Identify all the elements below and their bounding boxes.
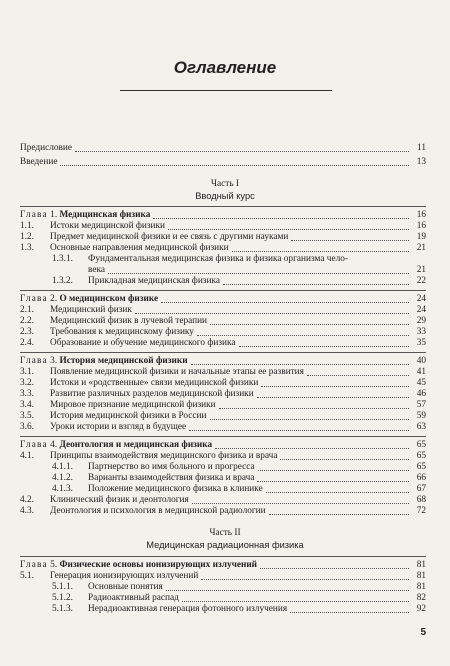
chapter-label: 3.: [50, 356, 58, 366]
entry-number: 1.2.: [20, 232, 34, 242]
entry-page: 33: [416, 327, 426, 337]
leader-dots: [291, 239, 409, 241]
chapter-title: О медицинском физике: [59, 294, 159, 304]
toc-entry: [20, 221, 426, 232]
entry-page: 81: [416, 571, 426, 581]
chapter-label: 5.: [50, 560, 58, 570]
entry-text: Основные понятия: [88, 582, 163, 592]
leader-dots: [266, 491, 409, 493]
entry-text: Медицинский физик в лучевой терапии: [50, 316, 208, 326]
entry-number: 1.3.2.: [52, 276, 73, 286]
entry-text: Введение: [20, 157, 58, 167]
toc-subentry: [52, 593, 426, 604]
chapter-label: 4.: [50, 440, 58, 450]
entry-page: 65: [416, 440, 426, 450]
leader-dots: [223, 283, 409, 285]
entry-number: 3.2.: [20, 378, 34, 388]
entry-page: 21: [416, 265, 426, 275]
entry-text: Требования к медицинскому физику: [50, 327, 194, 337]
title-underline: [120, 90, 332, 91]
entry-text: Фундаментальная медицинская физика и физика организма чело-: [88, 254, 348, 264]
leader-dots: [210, 323, 409, 325]
entry-text: Истоки и «родственные» связи медицинской физики: [50, 378, 259, 388]
entry-text: Развитие различных разделов медицинской физики: [50, 389, 254, 399]
entry-text: Радиоактивный распад: [88, 593, 179, 603]
chapter-title: История медицинской физики: [59, 356, 188, 366]
entry-text: Положение медицинского физика в клинике: [88, 484, 263, 494]
entry-text: Клинический физик и деонтология: [50, 495, 189, 505]
entry-page: 46: [416, 389, 426, 399]
leader-dots: [257, 480, 409, 482]
entry-number: 4.1.2.: [52, 473, 73, 483]
entry-text: Мировое признание медицинской физики: [50, 400, 216, 410]
entry-text-continuation: века: [88, 265, 105, 275]
toc-subentry-continuation: [88, 265, 426, 276]
entry-number: 3.6.: [20, 422, 34, 432]
toc-chapter-4: [20, 440, 426, 451]
entry-number: 2.4.: [20, 338, 34, 348]
toc-entry: [20, 338, 426, 349]
leader-dots: [60, 164, 409, 166]
leader-dots: [189, 429, 409, 431]
chapter-word: Глава: [20, 440, 48, 450]
toc-subentry: [52, 276, 426, 287]
entry-page: 81: [416, 560, 426, 570]
entry-text: Партнерство во имя больного и прогресса: [88, 462, 255, 472]
entry-number: 4.1.3.: [52, 484, 73, 494]
entry-page: 72: [416, 506, 426, 516]
toc-entry: [20, 451, 426, 462]
toc-subentry: [52, 473, 426, 484]
toc-entry: [20, 316, 426, 327]
leader-dots: [261, 385, 409, 387]
toc-entry: [20, 506, 426, 517]
leader-dots: [191, 363, 409, 365]
entry-number: 3.3.: [20, 389, 34, 399]
toc-entry: [20, 495, 426, 506]
entry-page: 65: [416, 462, 426, 472]
toc-entry: [20, 327, 426, 338]
chapter-title: Физические основы ионизирующих излучений: [59, 560, 258, 570]
entry-page: 13: [416, 157, 426, 167]
entry-text: Принципы взаимодействия медицинского физика и врача: [50, 451, 278, 461]
leader-dots: [135, 312, 409, 314]
entry-text: Медицинский физик: [50, 305, 132, 315]
entry-page: 16: [416, 221, 426, 231]
leader-dots: [75, 150, 409, 152]
entry-text: Истоки медицинской физики: [50, 221, 166, 231]
entry-page: 59: [416, 411, 426, 421]
chapter-label: 2.: [50, 294, 58, 304]
entry-number: 1.3.: [20, 243, 34, 253]
entry-number: 5.1.2.: [52, 593, 73, 603]
entry-number: 3.4.: [20, 400, 34, 410]
leader-dots: [307, 374, 409, 376]
leader-dots: [290, 611, 409, 613]
toc-entry-introduction: [20, 157, 426, 168]
page-number: 5: [420, 627, 426, 638]
leader-dots: [260, 567, 409, 569]
part-title: Медицинская радиационная физика: [146, 540, 304, 550]
part-number: Часть II: [209, 528, 241, 538]
entry-text: Нерадиоактивная генерация фотонного излучения: [88, 604, 288, 614]
toc-subentry: [52, 604, 426, 615]
leader-dots: [232, 250, 409, 252]
part-number: Часть I: [210, 179, 240, 189]
leader-dots: [197, 334, 409, 336]
toc-entry: [20, 232, 426, 243]
leader-dots: [215, 447, 409, 449]
toc-subentry: [52, 582, 426, 593]
entry-number: 2.3.: [20, 327, 34, 337]
entry-number: 3.1.: [20, 367, 34, 377]
chapter-word: Глава: [20, 294, 48, 304]
entry-text: Основные направления медицинской физики: [50, 243, 229, 253]
entry-text: История медицинской физики в России: [50, 411, 207, 421]
toc-entry: [20, 367, 426, 378]
chapter-word: Глава: [20, 560, 48, 570]
entry-page: 57: [416, 400, 426, 410]
entry-text: Деонтология и психология в медицинской радиологии: [50, 506, 266, 516]
entry-page: 35: [416, 338, 426, 348]
entry-page: 24: [416, 294, 426, 304]
chapter-title: Медицинская физика: [59, 210, 151, 220]
entry-number: 4.3.: [20, 506, 34, 516]
chapter-rule: [20, 290, 426, 291]
chapter-rule: [20, 436, 426, 437]
entry-page: 68: [416, 495, 426, 505]
entry-page: 40: [416, 356, 426, 366]
leader-dots: [182, 600, 409, 602]
leader-dots: [166, 589, 409, 591]
entry-page: 81: [416, 582, 426, 592]
leader-dots: [192, 502, 409, 504]
leader-dots: [219, 407, 409, 409]
leader-dots: [258, 469, 409, 471]
toc-entry: [20, 411, 426, 422]
entry-text: Предмет медицинской физики и ее связь с другими науками: [50, 232, 289, 242]
chapter-label: 1.: [50, 210, 58, 220]
leader-dots: [108, 272, 409, 274]
entry-page: 45: [416, 378, 426, 388]
part-title: Вводный курс: [195, 191, 255, 201]
entry-number: 3.5.: [20, 411, 34, 421]
entry-number: 1.1.: [20, 221, 34, 231]
leader-dots: [153, 217, 409, 219]
toc-subentry: [52, 254, 426, 265]
entry-page: 66: [416, 473, 426, 483]
leader-dots: [201, 578, 409, 580]
toc-chapter-3: [20, 356, 426, 367]
toc-entry: [20, 400, 426, 411]
entry-page: 24: [416, 305, 426, 315]
entry-number: 4.1.: [20, 451, 34, 461]
entry-page: 92: [416, 604, 426, 614]
chapter-word: Глава: [20, 210, 48, 220]
entry-text: Уроки истории и взгляд в будущее: [50, 422, 187, 432]
entry-page: 19: [416, 232, 426, 242]
chapter-rule: [20, 556, 426, 557]
entry-text: Предисловие: [20, 143, 72, 153]
entry-text: Варианты взаимодействия физика и врача: [88, 473, 255, 483]
toc-entry-preface: [20, 143, 426, 154]
toc-chapter-2: [20, 294, 426, 305]
page-title: Оглавление: [173, 58, 277, 77]
entry-text: Появление медицинской физики и начальные этапы ее развития: [50, 367, 304, 377]
entry-text: Генерация ионизирующих излучений: [50, 571, 199, 581]
entry-number: 4.1.1.: [52, 462, 73, 472]
entry-page: 11: [417, 143, 426, 153]
entry-number: 5.1.3.: [52, 604, 73, 614]
entry-page: 65: [416, 451, 426, 461]
toc-entry: [20, 378, 426, 389]
entry-page: 67: [416, 484, 426, 494]
toc-subentry: [52, 484, 426, 495]
entry-number: 2.2.: [20, 316, 34, 326]
chapter-rule: [20, 352, 426, 353]
chapter-rule: [20, 206, 426, 207]
entry-number: 5.1.: [20, 571, 34, 581]
entry-page: 63: [416, 422, 426, 432]
toc-entry: [20, 243, 426, 254]
leader-dots: [257, 396, 409, 398]
entry-page: 41: [416, 367, 426, 377]
entry-page: 22: [416, 276, 426, 286]
toc-entry: [20, 422, 426, 433]
toc-chapter-1: [20, 210, 426, 221]
leader-dots: [239, 345, 410, 347]
leader-dots: [269, 513, 409, 515]
entry-page: 29: [416, 316, 426, 326]
leader-dots: [280, 458, 409, 460]
entry-page: 21: [416, 243, 426, 253]
toc-entry: [20, 571, 426, 582]
entry-number: 4.2.: [20, 495, 34, 505]
leader-dots: [161, 301, 409, 303]
leader-dots: [210, 418, 410, 420]
leader-dots: [168, 228, 409, 230]
toc-subentry: [52, 462, 426, 473]
entry-number: 1.3.1.: [52, 254, 73, 264]
chapter-title: Деонтология и медицинская физика: [59, 440, 213, 450]
entry-text: Прикладная медицинская физика: [88, 276, 220, 286]
entry-number: 2.1.: [20, 305, 34, 315]
toc-chapter-5: [20, 560, 426, 571]
entry-page: 82: [416, 593, 426, 603]
entry-number: 5.1.1.: [52, 582, 73, 592]
entry-text: Образование и обучение медицинского физика: [50, 338, 236, 348]
chapter-word: Глава: [20, 356, 48, 366]
entry-page: 16: [416, 210, 426, 220]
toc-entry: [20, 305, 426, 316]
toc-entry: [20, 389, 426, 400]
